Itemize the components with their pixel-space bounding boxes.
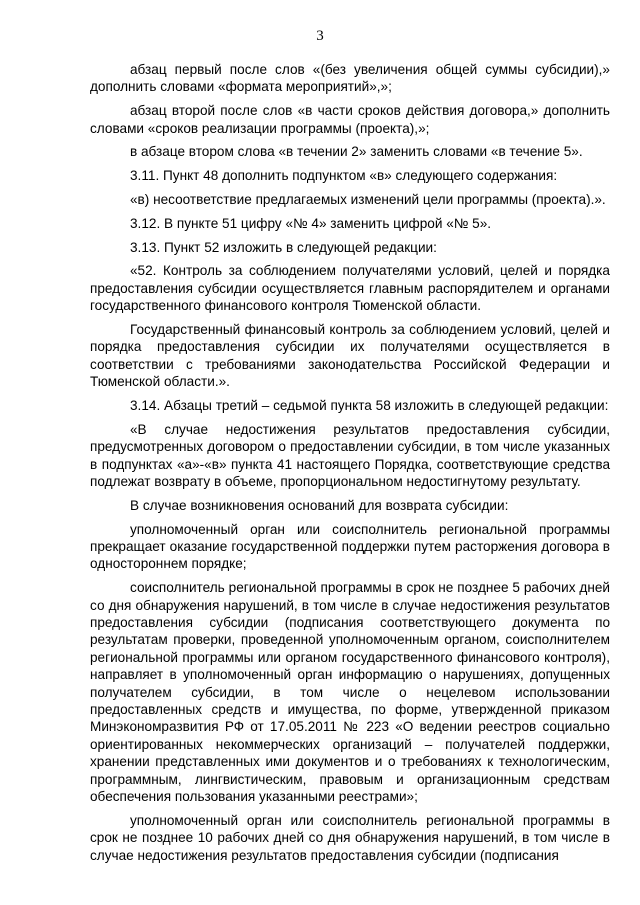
- paragraph: Государственный финансовый контроль за соблюдением условий, целей и порядка предоставления субсидии их получателями осуществляется в соответствии с требованиями законодательства Российской Федерации и Тюменской области.».: [90, 322, 610, 390]
- document-body: [90, 61, 610, 871]
- paragraph: абзац второй после слов «в части сроков действия договора,» дополнить словами «сроков реализации программы (проекта),»;: [90, 103, 610, 136]
- paragraph: «В случае недостижения результатов предоставления субсидии, предусмотренных договором о предоставлении субсидии, в том числе указанных в подпунктах «а»-«в» пункта 41 настоящего Порядка, соответствующие средства подлежат возврату в объеме, пропорциональном недостигнутому результату.: [90, 421, 610, 490]
- paragraph: 3.11. Пункт 48 дополнить подпунктом «в» следующего содержания:: [130, 168, 558, 184]
- paragraph: 3.14. Абзацы третий – седьмой пункта 58 изложить в следующей редакции:: [130, 398, 609, 414]
- paragraph: соисполнитель региональной программы в срок не позднее 5 рабочих дней со дня обнаружения нарушений, в том числе в случае недостижения результатов предоставления субсидии (подписания соответствующего документа по результатам проверки, проведенной уполномоченным органом, соисполнителем региональной программы или органом государственного финансового контроля), направляет в уполномоченный орган информацию о нарушениях, допущенных получателем субсидии, в том числе о нецелевом использовании предоставленных средств и имущества, по форме, утвержденной приказом Минэкономразвития РФ от 17.05.2011 № 223 «О ведении реестров социально ориентированных некоммерческих организаций – получателей поддержки, хранении представленных ими документов и о требованиях к технологическим, программным, лингвистическим, правовым и организационным средствам обеспечения пользования указанными реестрами»;: [90, 580, 610, 805]
- paragraph: абзац первый после слов «(без увеличения общей суммы субсидии),» дополнить словами «формата мероприятий»,»;: [90, 62, 610, 95]
- paragraph: в абзаце втором слова «в течении 2» заменить словами «в течение 5».: [130, 144, 583, 160]
- paragraph: 3.13. Пункт 52 изложить в следующей редакции:: [130, 239, 437, 255]
- paragraph: уполномоченный орган или соисполнитель региональной программы прекращает оказание государственной поддержки путем расторжения договора в одностороннем порядке;: [90, 521, 610, 572]
- paragraph: 3.12. В пункте 51 цифру «№ 4» заменить цифрой «№ 5».: [130, 215, 492, 231]
- paragraph: В случае возникновения оснований для возврата субсидии:: [130, 497, 509, 513]
- paragraph: «52. Контроль за соблюдением получателями условий, целей и порядка предоставления субсидии осуществляется главным распорядителем и органами государственного финансового контроля Тюменской области.: [90, 263, 610, 314]
- page-number: 3: [316, 28, 324, 44]
- paragraph: уполномоченный орган или соисполнитель региональной программы в срок не позднее 10 рабочих дней со дня обнаружения нарушений, в том числе в случае недостижения результатов предоставления субсидии (подписания: [90, 812, 610, 863]
- paragraph: «в) несоответствие предлагаемых изменений цели программы (проекта).».: [130, 192, 606, 207]
